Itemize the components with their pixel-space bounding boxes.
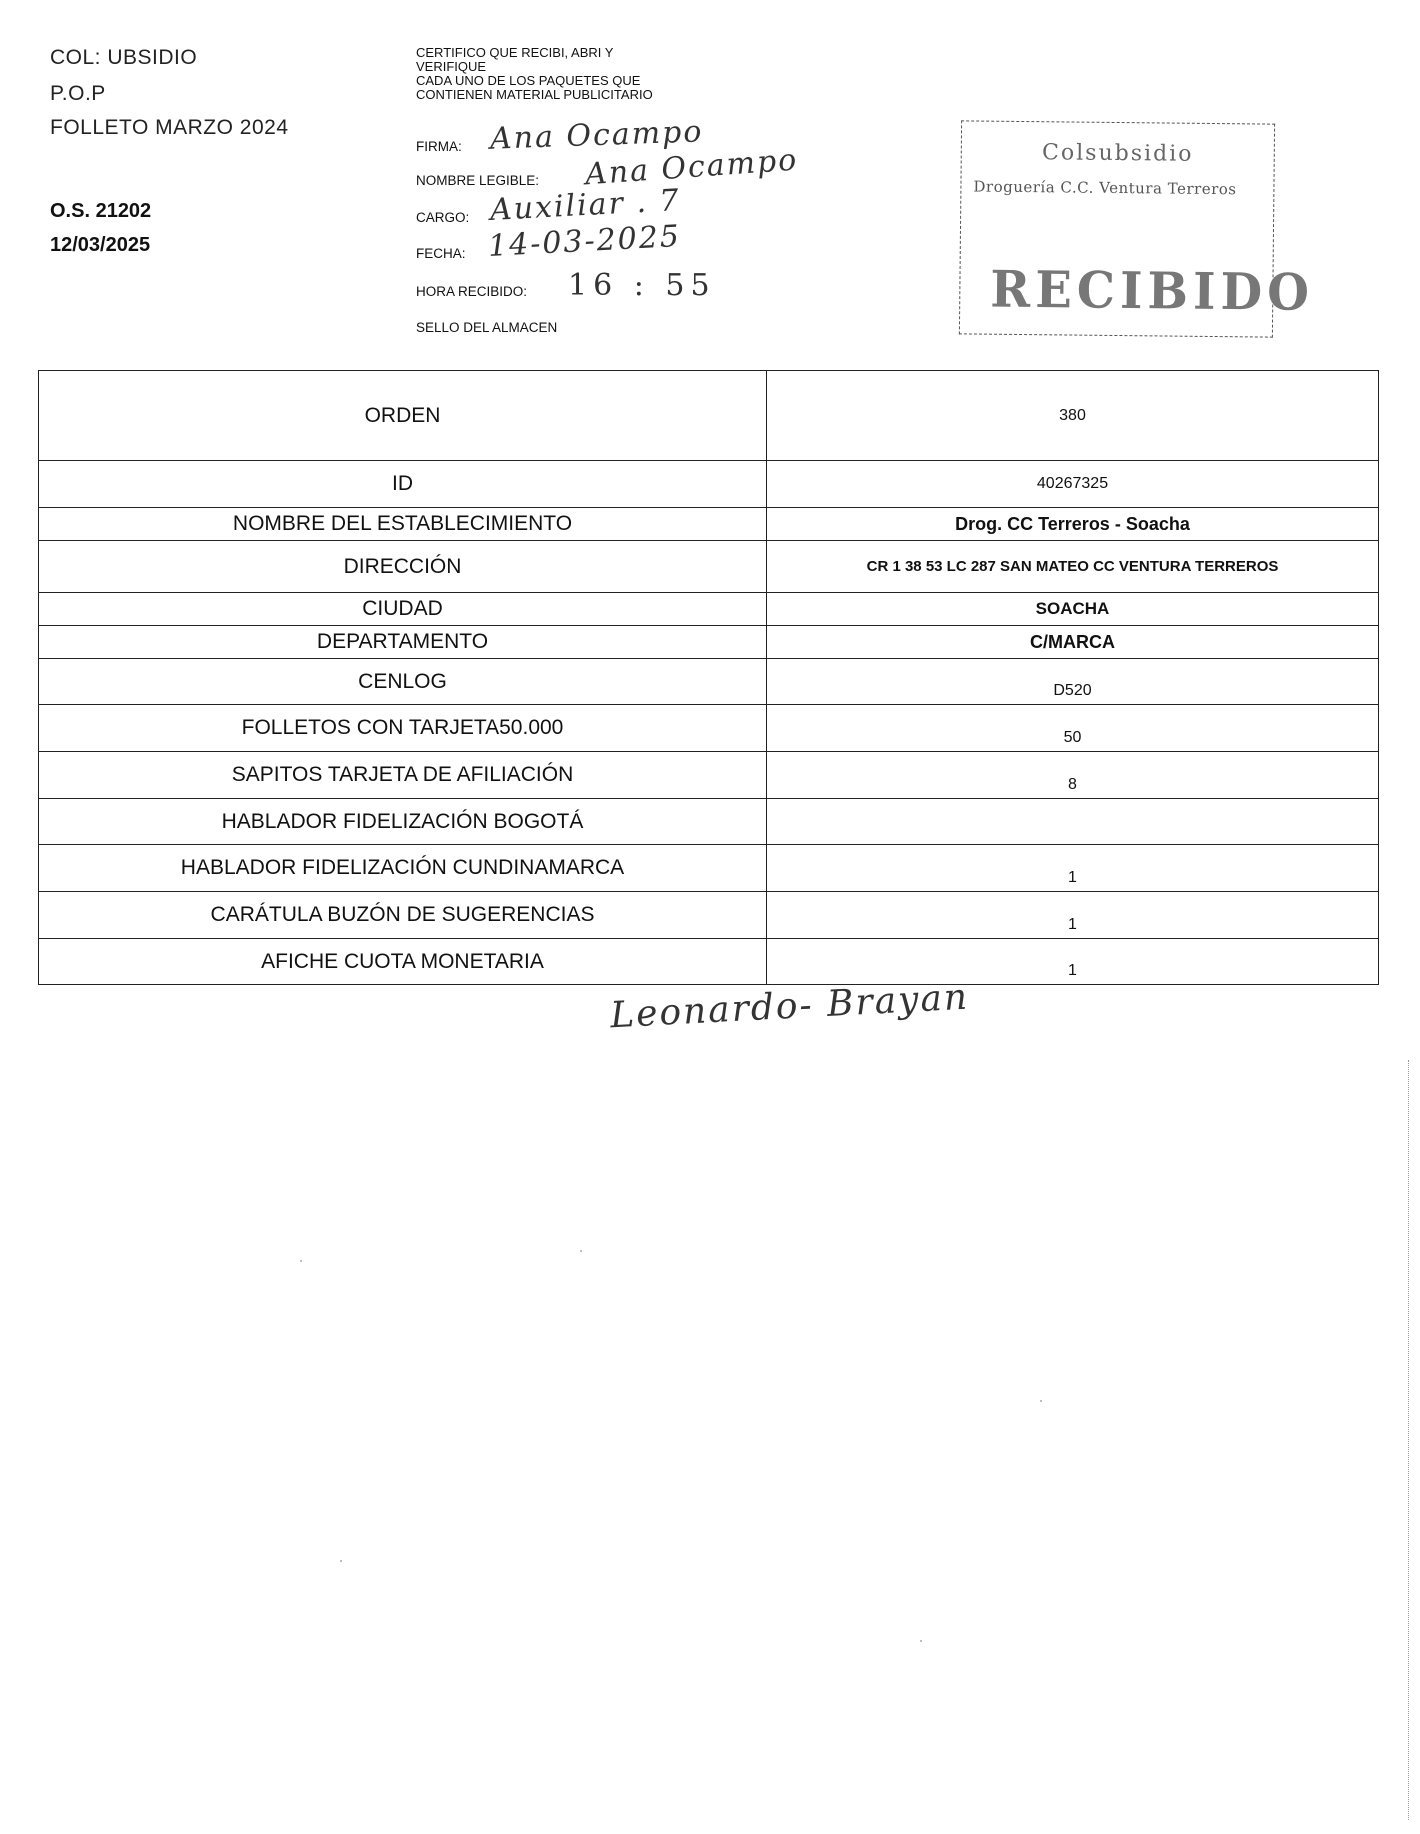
row-value: CR 1 38 53 LC 287 SAN MATEO CC VENTURA TERREROS — [767, 541, 1379, 593]
row-key: HABLADOR FIDELIZACIÓN BOGOTÁ — [39, 799, 767, 845]
table-row — [39, 626, 1379, 659]
table-row — [39, 541, 1379, 593]
row-value: D520 — [767, 659, 1379, 705]
row-key: NOMBRE DEL ESTABLECIMIENTO — [39, 508, 767, 541]
row-value: 380 — [767, 371, 1379, 461]
scan-speck — [920, 1640, 922, 1642]
table-row — [39, 508, 1379, 541]
service-order: O.S. 21202 — [50, 200, 152, 222]
scan-speck — [1040, 1400, 1042, 1402]
row-value: C/MARCA — [767, 626, 1379, 659]
hora-recibido-value: 16 : 55 — [568, 268, 716, 303]
row-key: FOLLETOS CON TARJETA50.000 — [39, 705, 767, 752]
row-value: 1 — [767, 845, 1379, 892]
seal-label: SELLO DEL ALMACEN — [416, 320, 558, 335]
table-row — [39, 892, 1379, 939]
stamp-brand: Colsubsidio — [1041, 140, 1194, 167]
row-key: DIRECCIÓN — [39, 541, 767, 593]
table-row — [39, 593, 1379, 626]
fecha-value: 14-03-2025 — [487, 218, 682, 265]
company-name: COL: UBSIDIO — [50, 46, 198, 69]
fecha-label: FECHA: — [416, 246, 466, 261]
row-key: ID — [39, 461, 767, 508]
pop-code: P.O.P — [50, 82, 106, 105]
statement-line: CADA UNO DE LOS PAQUETES QUE — [416, 73, 641, 88]
table-row — [39, 371, 1379, 461]
handwritten-names: Leonardo- Brayan — [609, 976, 971, 1037]
row-key: AFICHE CUOTA MONETARIA — [39, 939, 767, 985]
row-key: HABLADOR FIDELIZACIÓN CUNDINAMARCA — [39, 845, 767, 892]
row-value: 1 — [767, 892, 1379, 939]
table-row — [39, 752, 1379, 799]
row-key: SAPITOS TARJETA DE AFILIACIÓN — [39, 752, 767, 799]
row-value: 40267325 — [767, 461, 1379, 508]
row-key: DEPARTAMENTO — [39, 626, 767, 659]
table-row — [39, 705, 1379, 752]
scan-speck — [340, 1560, 342, 1562]
scan-edge-line — [1408, 1060, 1411, 1820]
campaign-title: FOLLETO MARZO 2024 — [50, 116, 289, 139]
firma-label: FIRMA: — [416, 139, 462, 154]
cargo-value: Auxiliar . 7 — [489, 183, 682, 228]
hora-recibido-label: HORA RECIBIDO: — [416, 284, 528, 299]
table-row — [39, 659, 1379, 705]
row-key: CENLOG — [39, 659, 767, 705]
statement-line: VERIFIQUE — [416, 59, 487, 74]
table-row — [39, 461, 1379, 508]
row-value: SOACHA — [767, 593, 1379, 626]
table-row — [39, 799, 1379, 845]
scan-speck — [300, 1260, 302, 1262]
row-value: 8 — [767, 752, 1379, 799]
row-value: 1 — [767, 939, 1379, 985]
row-key: ORDEN — [39, 371, 767, 461]
nombre-legible-label: NOMBRE LEGIBLE: — [416, 173, 540, 188]
statement-line: CONTIENEN MATERIAL PUBLICITARIO — [416, 87, 653, 102]
row-key: CARÁTULA BUZÓN DE SUGERENCIAS — [39, 892, 767, 939]
row-value — [767, 799, 1379, 845]
statement-line: CERTIFICO QUE RECIBI, ABRI Y — [416, 45, 614, 60]
scan-speck — [580, 1250, 582, 1252]
row-key: CIUDAD — [39, 593, 767, 626]
order-date: 12/03/2025 — [50, 234, 151, 256]
cargo-label: CARGO: — [416, 210, 470, 225]
row-value: 50 — [767, 705, 1379, 752]
received-stamp — [959, 120, 1315, 337]
row-value: Drog. CC Terreros - Soacha — [767, 508, 1379, 541]
table-row — [39, 939, 1379, 985]
stamp-store: Droguería C.C. Ventura Terreros — [973, 177, 1237, 199]
firma-value: Ana Ocampo — [489, 114, 704, 157]
nombre-legible-value: Ana Ocampo — [584, 142, 800, 193]
stamp-received-text: RECIBIDO — [990, 260, 1315, 323]
certification-statement — [416, 46, 653, 102]
delivery-table — [38, 370, 1379, 985]
table-row — [39, 845, 1379, 892]
